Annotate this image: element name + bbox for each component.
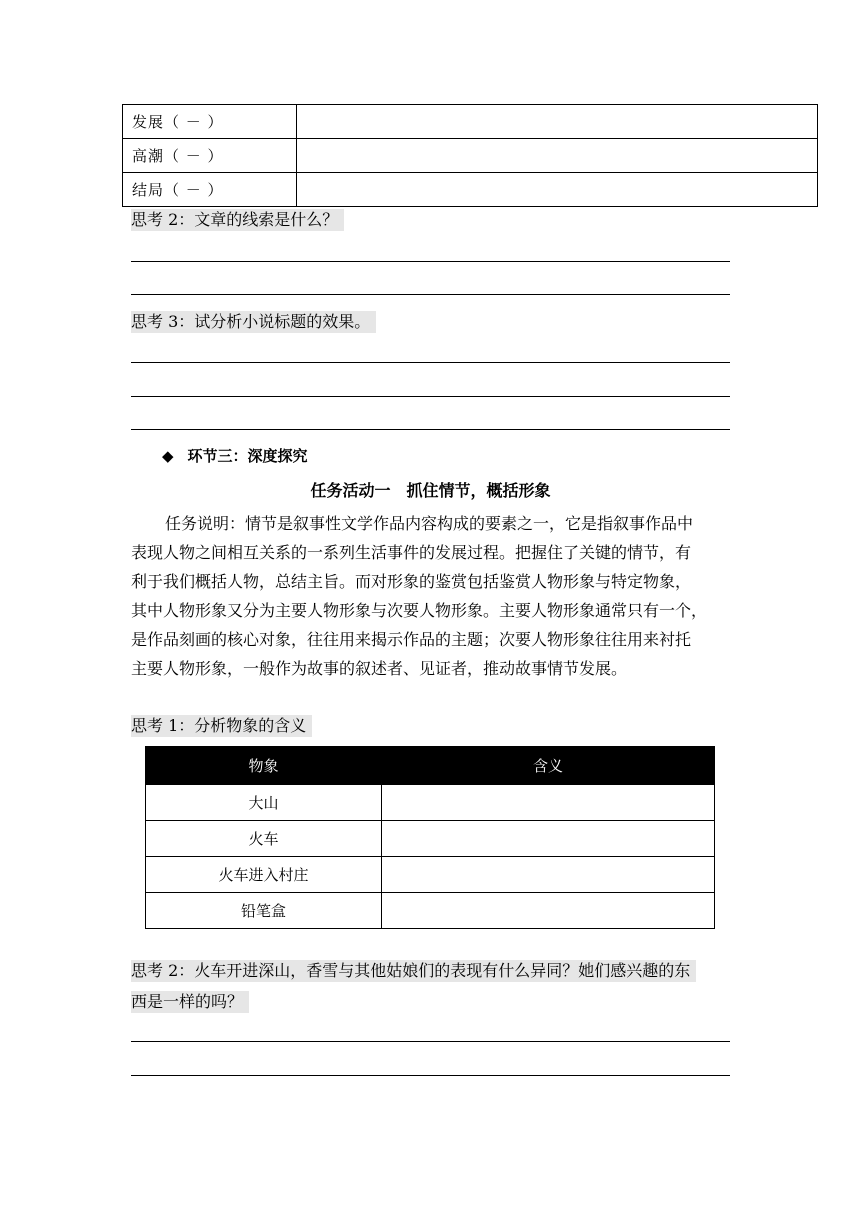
plot-stage-label: 结局（ － ） xyxy=(123,173,297,207)
plot-stage-label: 高潮（ － ） xyxy=(123,139,297,173)
symbol-cell: 铅笔盒 xyxy=(146,893,382,929)
table-header-row xyxy=(146,747,715,785)
question-text: 思考 3：试分析小说标题的效果。 xyxy=(131,311,376,333)
table-row xyxy=(123,173,818,207)
table-row xyxy=(146,785,715,821)
question-thread xyxy=(131,209,344,231)
table-row xyxy=(123,139,818,173)
answer-line[interactable] xyxy=(131,429,730,430)
question-title-effect xyxy=(131,311,376,333)
section-title: 环节三：深度探究 xyxy=(187,447,308,465)
symbol-meaning-table xyxy=(145,746,715,929)
task-description xyxy=(131,509,741,683)
plot-stage-answer-cell[interactable] xyxy=(297,173,818,207)
question-comparison xyxy=(131,955,741,1017)
question-text: 思考 2：文章的线索是什么？ xyxy=(131,209,344,231)
question-symbols xyxy=(131,715,312,737)
answer-line[interactable] xyxy=(131,1075,730,1076)
task-title: 任务活动一 抓住情节，概括形象 xyxy=(310,481,551,500)
description-line: 任务说明：情节是叙事性文学作品内容构成的要素之一，它是指叙事作品中 xyxy=(165,514,694,533)
question-text-line: 思考 2：火车开进深山，香雪与其他姑娘们的表现有什么异同？她们感兴趣的东 xyxy=(131,960,696,982)
answer-line[interactable] xyxy=(131,396,730,397)
question-text-line: 西是一样的吗？ xyxy=(131,991,249,1013)
description-line: 利于我们概括人物，总结主旨。而对形象的鉴赏包括鉴赏人物形象与特定物象， xyxy=(131,572,692,591)
section-heading xyxy=(162,445,308,466)
meaning-answer-cell[interactable] xyxy=(382,821,715,857)
description-line: 主要人物形象，一般作为故事的叙述者、见证者，推动故事情节发展。 xyxy=(131,659,628,678)
plot-stage-label: 发展（ － ） xyxy=(123,105,297,139)
symbol-cell: 火车 xyxy=(146,821,382,857)
diamond-bullet-icon: ◆ xyxy=(162,447,174,465)
table-row xyxy=(146,821,715,857)
table-row xyxy=(123,105,818,139)
table-row xyxy=(146,857,715,893)
plot-structure-table xyxy=(122,104,818,207)
symbol-cell: 大山 xyxy=(146,785,382,821)
column-header: 物象 xyxy=(146,747,382,785)
answer-line[interactable] xyxy=(131,294,730,295)
plot-stage-answer-cell[interactable] xyxy=(297,105,818,139)
plot-stage-answer-cell[interactable] xyxy=(297,139,818,173)
meaning-answer-cell[interactable] xyxy=(382,857,715,893)
meaning-answer-cell[interactable] xyxy=(382,785,715,821)
description-line: 表现人物之间相互关系的一系列生活事件的发展过程。把握住了关键的情节，有 xyxy=(131,543,692,562)
answer-line[interactable] xyxy=(131,362,730,363)
description-line: 是作品刻画的核心对象，往往用来揭示作品的主题；次要人物形象往往用来衬托 xyxy=(131,630,692,649)
column-header: 含义 xyxy=(382,747,715,785)
question-text: 思考 1：分析物象的含义 xyxy=(131,715,312,737)
table-row xyxy=(146,893,715,929)
meaning-answer-cell[interactable] xyxy=(382,893,715,929)
symbol-cell: 火车进入村庄 xyxy=(146,857,382,893)
answer-line[interactable] xyxy=(131,261,730,262)
answer-line[interactable] xyxy=(131,1041,730,1042)
description-line: 其中人物形象又分为主要人物形象与次要人物形象。主要人物形象通常只有一个， xyxy=(131,601,708,620)
